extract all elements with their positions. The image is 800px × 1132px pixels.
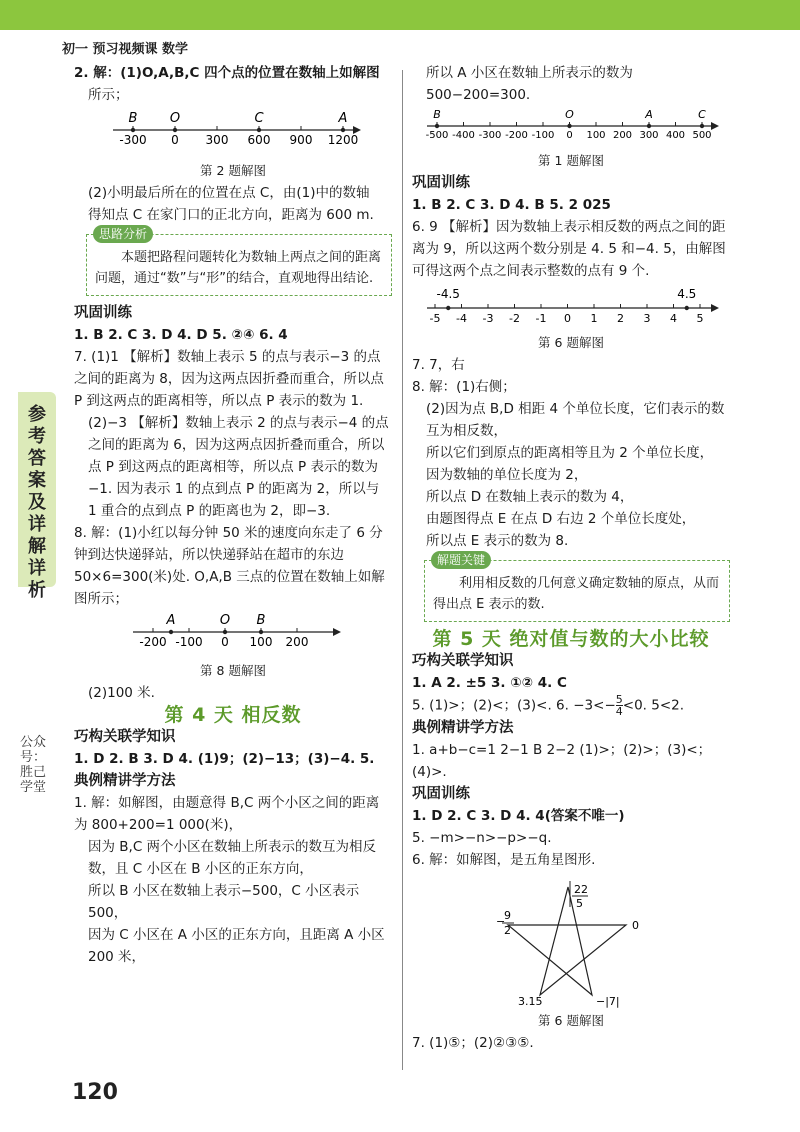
- tick-label: 4: [670, 312, 677, 325]
- r-d5-ex: 1. a+b−c=1 2−1 B 2−2 (1)>；(2)>；(3)<；(4)>.: [412, 742, 712, 780]
- q8-caption: 第 8 题解图: [200, 663, 266, 678]
- r-d5-t7: 7. (1)⑤；(2)②③⑤.: [412, 1035, 534, 1051]
- point-label: O: [169, 111, 181, 126]
- tick-label: -500: [425, 130, 449, 141]
- tick-label: 0: [564, 312, 571, 325]
- side-note: 公众号：胜己学堂: [20, 735, 47, 795]
- page-number: 120: [72, 1080, 118, 1105]
- day4-ex-line4: 因为 C 小区在 A 小区的正东方向，且距离 A 小区 200 米，: [88, 927, 385, 965]
- answer-line: 1. B 2. C 3. D 4. D 5. ②④ 6. 4: [74, 327, 288, 343]
- tick-label: 500: [692, 130, 712, 141]
- point-marker: [567, 124, 571, 128]
- answer-line: 1. A 2. ±5 3. ①② 4. C: [412, 675, 567, 691]
- q8-part1: 8. 解：(1)小红以每分钟 50 米的速度向东走了 6 分钟到达快递驿站，所以快递驿站在超市的东边 50×6=300(米)处. O,A,B 三点的位置在数轴上如解图所示；: [74, 525, 385, 607]
- r-number-line-1: [421, 108, 721, 148]
- tick-label: -2: [509, 312, 520, 325]
- section-heading: 巩固训练: [412, 786, 470, 802]
- tick-label: 400: [665, 130, 686, 141]
- tick-label: -100: [531, 130, 555, 141]
- r-q8-5: 所以点 D 在数轴上表示的数为 4，: [426, 489, 634, 505]
- tip-text: 利用相反数的几何意义确定数轴的原点，从而得出点 E 表示的数.: [433, 576, 720, 612]
- tick-label: -200: [505, 130, 528, 141]
- r-q8-7: 所以点 E 表示的数为 8.: [426, 533, 569, 549]
- q7-part2: (2)−3 【解析】数轴上表示 2 的点与表示−4 的点之间的距离为 6，因为这两点因折叠而重合，所以点 P 到这两点的距离相等，所以点 P 表示的数为 −1. 因为表示 1 的点到点 P 的距离为 2，所以与 1 重合的点到点 P 的距离也为 2，即−3.: [88, 415, 389, 519]
- r-line1: 所以 A 小区在数轴上所表示的数为 500−200=300.: [426, 65, 633, 103]
- r-d5-q5-a: 5. (1)>；(2)<；(3)<. 6. −3<−: [412, 697, 616, 714]
- answer-line: 1. D 2. B 3. D 4. (1)9；(2)−13；(3)−4. 5.: [74, 751, 375, 767]
- tip-box-key: [424, 553, 730, 622]
- star-label-left-sign: −: [496, 915, 506, 928]
- tick-label: 0: [566, 130, 573, 141]
- fraction-top: 5: [615, 693, 623, 706]
- r-q8-6: 由题图得点 E 在点 D 右边 2 个单位长度处，: [426, 511, 696, 527]
- r-d5-q5-b: <0. 5<2.: [622, 697, 685, 714]
- tick-label: 100: [586, 130, 606, 141]
- r-q7: 7. 7，右: [412, 357, 465, 373]
- point-label: 4.5: [677, 287, 697, 301]
- point-label: C: [254, 111, 264, 126]
- section-heading: 典例精讲学方法: [74, 773, 176, 789]
- section-heading: 巧构关联学知识: [74, 729, 176, 745]
- tick-label: -4: [456, 312, 467, 325]
- day5-title: 第 5 天 绝对值与数的大小比较: [432, 628, 710, 650]
- r-q8-1: 8. 解：(1)右侧；: [412, 379, 516, 395]
- tick-label: 5: [696, 312, 704, 325]
- point-marker: [700, 124, 704, 128]
- point-label: O: [565, 108, 574, 121]
- point-label: -4.5: [436, 287, 460, 301]
- q7-part1: 7. (1)1 【解析】数轴上表示 5 的点与表示−3 的点之间的距离为 8，因为这两点因折叠而重合，所以点 P 到这两点的距离相等，所以点 P 表示的数为 1.: [74, 349, 384, 409]
- q2-p2-line1: (2)小明最后所在的位置在点 C，由(1)中的数轴: [88, 185, 370, 201]
- point-label: A: [338, 111, 348, 126]
- top-green-band: [0, 0, 800, 30]
- point-marker: [173, 128, 177, 132]
- q8-part2: (2)100 米.: [88, 685, 155, 701]
- tick-label: 0: [171, 133, 179, 147]
- tick-label: 300: [639, 130, 659, 141]
- tick-label: -300: [478, 130, 502, 141]
- r-caption-6: 第 6 题解图: [538, 335, 604, 350]
- q2-number-line: [103, 108, 363, 158]
- point-label: O: [219, 613, 231, 628]
- tick-label: -3: [482, 312, 494, 325]
- star-label-bottom-right: −|7|: [596, 995, 620, 1008]
- tick-label: 300: [205, 133, 229, 147]
- point-label: B: [256, 613, 266, 628]
- r-number-line-6: [421, 284, 721, 330]
- tick-label: 200: [612, 130, 633, 141]
- point-marker: [647, 124, 651, 128]
- answer-line: 1. B 2. C 3. D 4. B 5. 2 025: [412, 197, 611, 213]
- point-label: C: [698, 108, 706, 121]
- point-marker: [685, 306, 689, 310]
- star-label-left-num: 9: [504, 909, 511, 922]
- r-caption-star: 第 6 题解图: [538, 1013, 604, 1028]
- point-label: A: [645, 108, 653, 121]
- point-marker: [257, 128, 261, 132]
- tick-label: 3: [643, 312, 651, 325]
- tick-label: -1: [535, 312, 547, 325]
- r-q8-2: (2)因为点 B,D 相距 4 个单位长度，它们表示的数互为相反数，: [426, 401, 725, 439]
- r-q6: 6. 9 【解析】因为数轴上表示相反数的两点之间的距离为 9，所以这两个数分别是 4. 5 和−4. 5，由解图可得这两个点之间表示整数的点有 9 个.: [412, 219, 726, 279]
- day4-ex-line3: 所以 B 小区在数轴上表示−500，C 小区表示 500，: [88, 883, 360, 921]
- point-marker: [435, 124, 439, 128]
- day4-title: 第 4 天 相反数: [164, 704, 302, 726]
- star-label-bottom-left: 3.15: [518, 995, 543, 1008]
- answer-line: 1. D 2. C 3. D 4. 4(答案不唯一): [412, 808, 625, 824]
- section-heading: 巩固训练: [412, 175, 470, 191]
- section-heading: 巧构关联学知识: [412, 653, 514, 669]
- left-column: [74, 62, 392, 968]
- tick-label: 0: [221, 635, 229, 649]
- tick-label: -100: [175, 635, 203, 649]
- point-marker: [169, 630, 173, 634]
- star-label-top-num: 22: [574, 883, 588, 896]
- tick-label: 100: [249, 635, 273, 649]
- point-marker: [446, 306, 450, 310]
- tick-label: 2: [617, 312, 624, 325]
- r-d5-q5: [412, 694, 730, 717]
- right-column: [412, 62, 730, 1054]
- star-label-left-den: 2: [504, 924, 511, 937]
- tick-label: -5: [429, 312, 441, 325]
- tip-text: 本题把路程问题转化为数轴上两点之间的距离问题，通过“数”与“形”的结合，直观地得出结论.: [95, 250, 382, 286]
- section-heading: 典例精讲学方法: [412, 720, 514, 736]
- point-marker: [223, 630, 227, 634]
- tick-label: 200: [285, 635, 309, 649]
- q2-caption: 第 2 题解图: [200, 163, 266, 178]
- side-tab-label: 参考答案及详解详析: [28, 404, 46, 601]
- point-marker: [131, 128, 135, 132]
- tick-label: -300: [119, 133, 147, 147]
- day4-ex-line2: 因为 B,C 两个小区在数轴上所表示的数互为相反数，且 C 小区在 B 小区的正东方向，: [88, 839, 377, 877]
- fraction: [616, 694, 623, 717]
- star-label-top-den: 5: [576, 897, 583, 910]
- r-d5-t6: 6. 解：如解图，是五角星图形.: [412, 852, 596, 868]
- q2-p2-line2: 得知点 C 在家门口的正北方向，距离为 600 m.: [88, 207, 374, 223]
- point-label: B: [128, 111, 138, 126]
- tip-tag: 思路分析: [93, 225, 153, 243]
- r-q8-3: 所以它们到原点的距离相等且为 2 个单位长度，: [426, 445, 714, 461]
- tick-label: 900: [289, 133, 313, 147]
- page-header: 初一 预习视频课 数学: [62, 42, 189, 57]
- column-divider: [402, 70, 403, 1070]
- r-q8-4: 因为数轴的单位长度为 2，: [426, 467, 588, 483]
- tick-label: -400: [452, 130, 475, 141]
- point-marker: [341, 128, 345, 132]
- point-label: B: [433, 108, 441, 121]
- q8-number-line: [123, 612, 343, 658]
- tip-tag: 解题关键: [431, 551, 491, 569]
- tick-label: 600: [247, 133, 271, 147]
- point-marker: [259, 630, 263, 634]
- point-label: A: [166, 613, 176, 628]
- tick-label: 1: [590, 312, 598, 325]
- section-heading: 巩固训练: [74, 305, 132, 321]
- star-figure: [496, 873, 646, 1008]
- star-label-right: 0: [632, 919, 639, 932]
- q2-line2: 所示；: [88, 87, 129, 103]
- tick-label: -200: [139, 635, 167, 649]
- star-shape: [508, 887, 626, 995]
- fraction-bottom: 4: [615, 705, 623, 718]
- day4-ex-line1: 1. 解：如解图，由题意得 B,C 两个小区之间的距离为 800+200=1 000(米)，: [74, 795, 380, 833]
- tick-label: 1200: [327, 133, 359, 147]
- tip-box-analysis: [86, 227, 392, 296]
- q2-line1: 2. 解：(1)O,A,B,C 四个点的位置在数轴上如解图: [74, 65, 380, 81]
- r-caption-1: 第 1 题解图: [538, 153, 604, 168]
- r-d5-t5: 5. −m>−n>−p>−q.: [412, 830, 552, 846]
